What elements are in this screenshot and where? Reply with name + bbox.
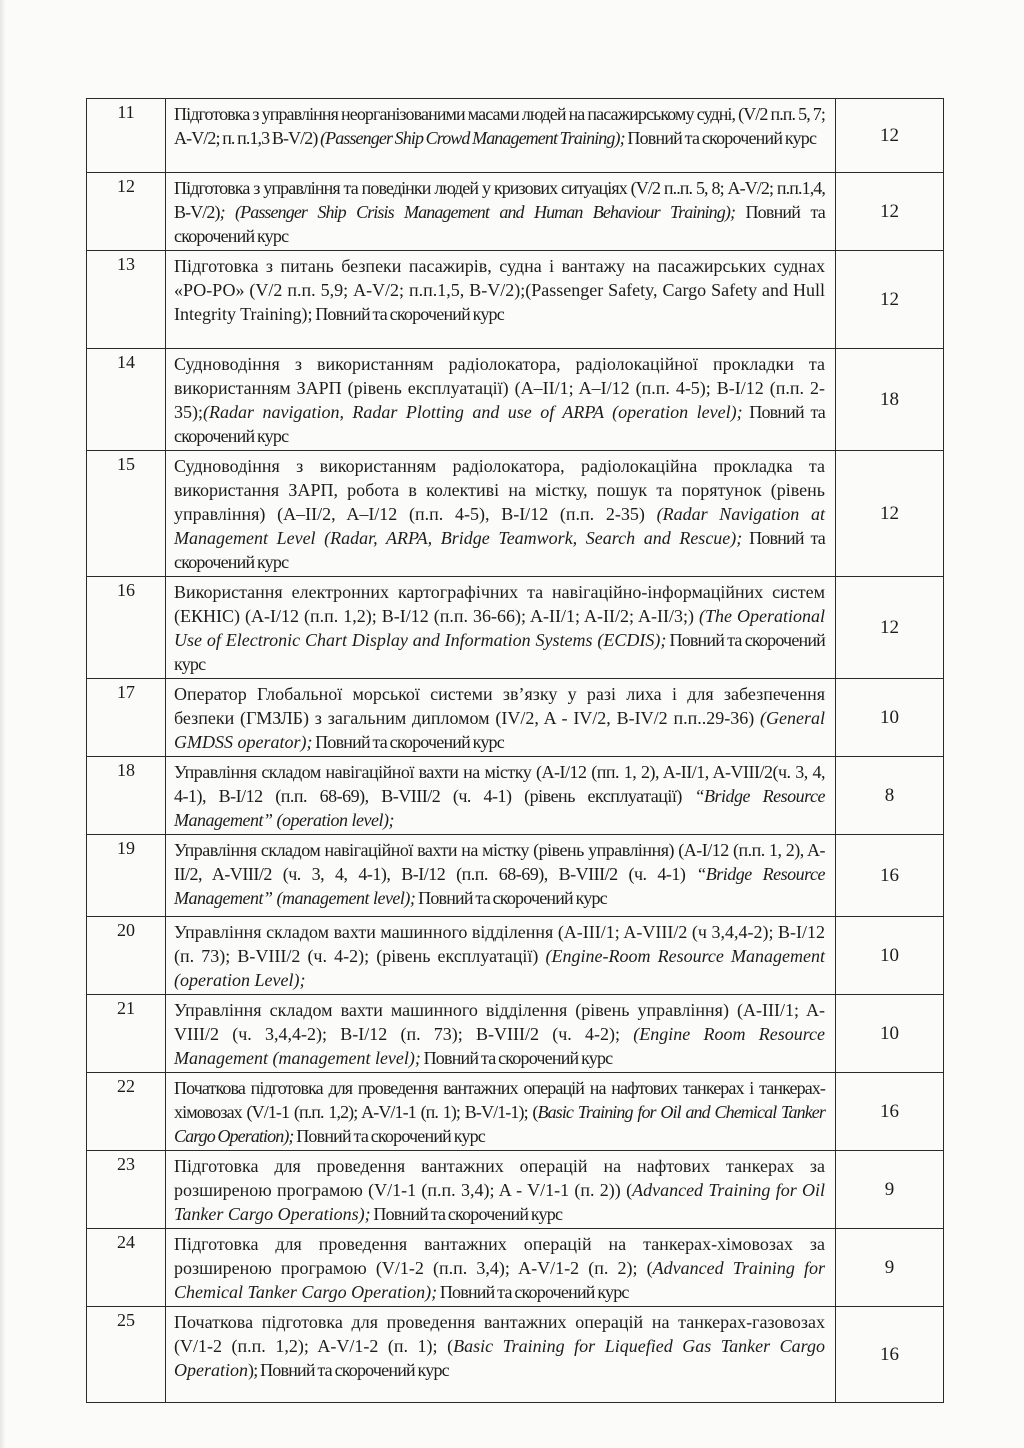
course-description [166, 99, 835, 152]
course-description-cell [166, 173, 836, 251]
course-title-english: (The Operational Use of Electronic Chart Display and Information Systems (ECDIS); [174, 606, 825, 650]
table-row [87, 995, 944, 1073]
course-description [166, 917, 835, 994]
table-row [87, 917, 944, 995]
course-title-english: (Engine-Room Resource Management (operation Level); [174, 946, 825, 990]
course-table [86, 98, 944, 1403]
course-description-cell [166, 251, 836, 349]
course-type: Повний та скорочений курс [415, 888, 607, 908]
course-title-english: Basic Training for Liquefied Gas Tanker Cargo Operation [174, 1336, 825, 1380]
table-row [87, 1229, 944, 1307]
course-description-cell [166, 835, 836, 917]
course-title: Судноводіння з використанням радіолокатора, радіолокаційної прокладки та використанням ЗАРП (рівень експлуатації) (A–II/1; A–I/12 (п.п. 4-5); B-I/12 (п.п. 2-35); [174, 354, 825, 422]
hours-value: 12 [836, 99, 944, 173]
row-number: 18 [87, 757, 166, 835]
course-description [166, 1151, 835, 1228]
hours-value: 10 [836, 995, 944, 1073]
course-type: Повний та скорочений курс [312, 304, 504, 324]
course-title: Управління складом вахти машинного відділення (рівень управління) (A-III/1; A-VIII/2 (ч. 3,4,4-2); B-I/12 (п. 73); B-VIII/2 (ч. 4-2); [174, 1000, 825, 1044]
row-number: 13 [87, 251, 166, 349]
course-title: Управління складом вахти машинного відділення (A-III/1; A-VIII/2 (ч 3,4,4-2); B-I/12 (п. 73); B-VIII/2 (ч. 4-2); (рівень експлуатації) [174, 922, 825, 966]
course-title: Підготовка з управління та поведінки людей у кризових ситуаціях (V/2 п..п. 5, 8; A-V/2; п.п.1,4, B-V/2) [174, 178, 825, 222]
row-number: 11 [87, 99, 166, 173]
course-title: Початкова підготовка для проведення вантажних операцій на танкерах-газовозах (V/1-2 (п.п. 1,2); A-V/1-2 (п. 1); ( [174, 1312, 825, 1356]
course-title: Управління складом навігаційної вахти на містку (A-I/12 (пп. 1, 2), A-II/1, A-VIII/2(ч. 3, 4, 4-1), B-I/12 (п.п. 68-69), B-VIII/2 (ч. 4-1) (рівень експлуатації) [174, 762, 825, 806]
table-row [87, 1307, 944, 1403]
hours-value: 16 [836, 1307, 944, 1403]
hours-value: 9 [836, 1151, 944, 1229]
course-title: Використання електронних картографічних та навігаційно-інформаційних систем (ЕКНІС) (A-I/12 (п.п. 1,2); B-I/12 (п.п. 36-66); A-II/1; A-II/2; A-II/3;) [174, 582, 825, 626]
table-row [87, 451, 944, 577]
course-title-english: Basic Training for Oil and Chemical Tanker Cargo Operation); [174, 1102, 825, 1146]
course-type: Повний та скорочений курс [174, 402, 825, 446]
course-description [166, 349, 835, 450]
course-description [166, 1229, 835, 1306]
table-row [87, 577, 944, 679]
row-number: 25 [87, 1307, 166, 1403]
course-description [166, 577, 835, 678]
hours-value: 12 [836, 173, 944, 251]
course-description [166, 1307, 835, 1384]
course-title-english: (Passenger Ship Crowd Management Training); [320, 128, 625, 148]
course-description-cell [166, 1307, 836, 1403]
course-description [166, 757, 835, 834]
course-title: Підготовка для проведення вантажних операцій на танкерах-хімовозах за розширеною програмою (V/1-2 (п.п. 3,4); A-V/1-2 (п. 2); ( [174, 1234, 825, 1278]
course-description-cell [166, 679, 836, 757]
course-title-english: (Radar navigation, Radar Plotting and use of ARPA (operation level); [203, 402, 743, 422]
row-number: 14 [87, 349, 166, 451]
course-title: Оператор Глобальної морської системи зв’язку у разі лиха і для забезпечення безпеки (ГМЗЛБ) з загальним дипломом (IV/2, A - IV/2, B-IV/2 п.п..29-36) [174, 684, 825, 728]
hours-value: 10 [836, 679, 944, 757]
hours-value: 18 [836, 349, 944, 451]
course-type: Повний та скорочений курс [174, 202, 825, 246]
row-number: 12 [87, 173, 166, 251]
course-title-english: (General GMDSS operator); [174, 708, 825, 752]
course-description-cell [166, 451, 836, 577]
course-type: Повний та скорочений курс [437, 1282, 629, 1302]
table-row [87, 835, 944, 917]
course-description-cell [166, 757, 836, 835]
course-description-cell [166, 1151, 836, 1229]
row-number: 22 [87, 1073, 166, 1151]
course-description [166, 251, 835, 328]
table-row [87, 349, 944, 451]
course-type: Повний та скорочений курс [174, 528, 825, 572]
course-type: Повний та скорочений курс [420, 1048, 613, 1068]
table-row [87, 679, 944, 757]
table-row [87, 757, 944, 835]
course-type: Повний та скорочений курс [293, 1126, 485, 1146]
row-number: 21 [87, 995, 166, 1073]
course-description-cell [166, 1073, 836, 1151]
hours-value: 8 [836, 757, 944, 835]
row-number: 23 [87, 1151, 166, 1229]
course-title-english: ; (Passenger Ship Crisis Management and Human Behaviour Training); [219, 202, 736, 222]
course-type: Повний та скорочений курс [370, 1204, 563, 1224]
hours-value: 12 [836, 451, 944, 577]
hours-value: 16 [836, 1073, 944, 1151]
course-description-cell [166, 577, 836, 679]
page-edge-shadow [0, 0, 6, 1448]
course-description [166, 679, 835, 756]
course-description-cell [166, 995, 836, 1073]
course-description [166, 835, 835, 912]
course-title: Підготовка з управління неорганізованими масами людей на пасажирському судні, (V/2 п.п. 5, 7; A-V/2; п. п.1,3 B-V/2) [174, 104, 825, 148]
course-title: Підготовка з питань безпеки пасажирів, судна і вантажу на пасажирських суднах «РО-РО» (V/2 п.п. 5,9; A-V/2; п.п.1,5, B-V/2);(Passenger Safety, Cargo Safety and Hull Integrity Training); [174, 256, 825, 324]
row-number: 20 [87, 917, 166, 995]
course-description-cell [166, 349, 836, 451]
hours-value: 16 [836, 835, 944, 917]
course-type: Повний та скорочений курс [312, 732, 504, 752]
table-row [87, 173, 944, 251]
course-description [166, 173, 835, 250]
course-title: Судноводіння з використанням радіолокатора, радіолокаційна прокладка та використання ЗАРП, робота в колективі на містку, пошук та порятунок (рівень управління) (A–II/2, A–I/12 (п.п. 4-5), B-I/12 (п.п. 2-35) [174, 456, 825, 524]
course-title: Підготовка для проведення вантажних операцій на нафтових танкерах за розширеною програмою (V/1-1 (п.п. 3,4); A - V/1-1 (п. 2)) ( [174, 1156, 825, 1200]
table-row [87, 1151, 944, 1229]
row-number: 16 [87, 577, 166, 679]
table-row [87, 251, 944, 349]
course-title-english: Advanced Training for Chemical Tanker Cargo Operation); [174, 1258, 825, 1302]
row-number: 17 [87, 679, 166, 757]
table-row [87, 1073, 944, 1151]
course-title-english: (Radar Navigation at Management Level (Radar, ARPA, Bridge Teamwork, Search and Rescue); [174, 504, 825, 548]
row-number: 15 [87, 451, 166, 577]
course-title-english: “Bridge Resource Management” (management level); [174, 864, 825, 908]
course-description-cell [166, 917, 836, 995]
hours-value: 12 [836, 577, 944, 679]
course-title-english: “Bridge Resource Management” (operation level); [174, 786, 825, 830]
row-number: 19 [87, 835, 166, 917]
hours-value: 10 [836, 917, 944, 995]
course-title-english: (Engine Room Resource Management (management level); [174, 1024, 826, 1068]
course-type: Повний та скорочений курс [624, 128, 817, 148]
course-description-cell [166, 99, 836, 173]
hours-value: 9 [836, 1229, 944, 1307]
course-title: Початкова підготовка для проведення вантажних операцій на нафтових танкерах і танкерах-хімовозах (V/1-1 (п.п. 1,2); A-V/1-1 (п. 1); B-V/1-1); ( [174, 1078, 825, 1122]
course-description [166, 995, 835, 1072]
table-row [87, 99, 944, 173]
hours-value: 12 [836, 251, 944, 349]
course-type: Повний та скорочений курс [174, 630, 826, 674]
course-type: ); Повний та скорочений курс [248, 1360, 449, 1380]
course-title-english: Advanced Training for Oil Tanker Cargo Operations); [174, 1180, 826, 1224]
course-description-cell [166, 1229, 836, 1307]
course-description [166, 451, 835, 576]
course-description [166, 1073, 835, 1150]
row-number: 24 [87, 1229, 166, 1307]
course-title: Управління складом навігаційної вахти на містку (рівень управління) (A-I/12 (п.п. 1, 2), A-II/2, A-VIII/2 (ч. 3, 4, 4-1), B-I/12 (п.п. 68-69), B-VIII/2 (ч. 4-1) [174, 840, 825, 884]
